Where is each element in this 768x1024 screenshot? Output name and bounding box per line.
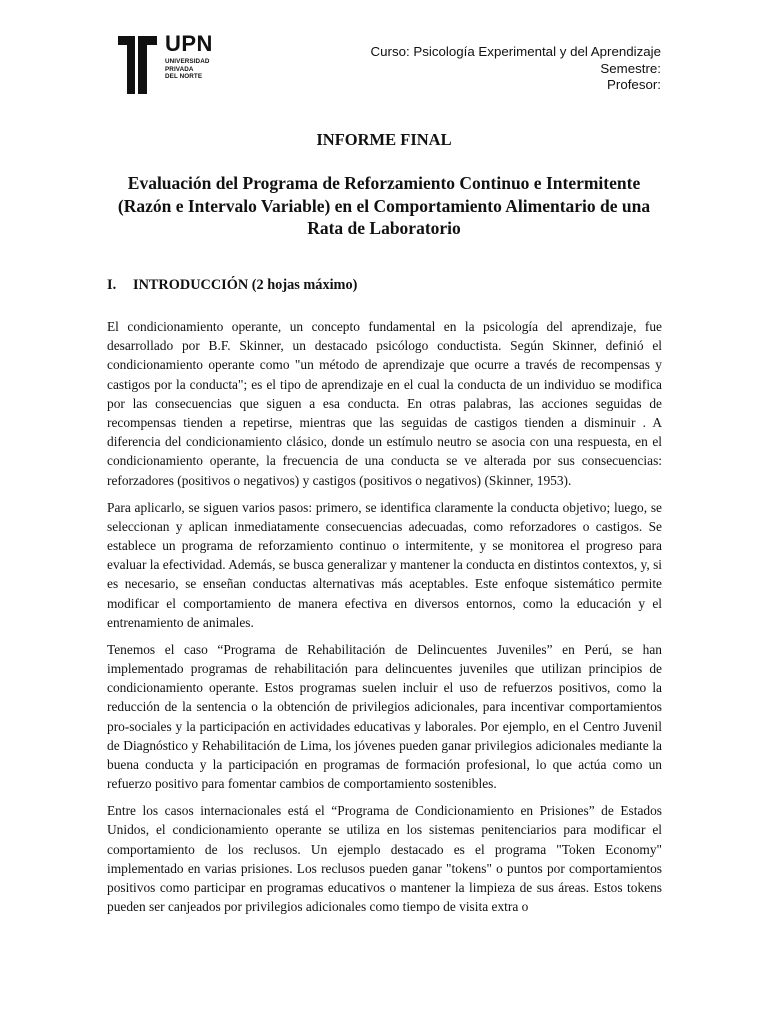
course-name: Curso: Psicología Experimental y del Aprendizaje — [370, 44, 661, 59]
section-number: I. — [107, 277, 117, 293]
paragraph: El condicionamiento operante, un concepto fundamental en la psicología del aprendizaje, fue desarrollado por B.F. Skinner, un destacado psicólogo conductista. Según Skinner, definió el condicionamiento operante como "un método de aprendizaje que ocurre a través de recompensas y castigos por la conducta"; es el tipo de aprendizaje en el cual la conducta de un individuo se modifica por las consecuencias que siguen a esa conducta. En otras palabras, las acciones seguidas de recompensas tienden a repetirse, mientras que las seguidas de castigos tienden a disminuir . A diferencia del condicionamiento clásico, donde un estímulo neutro se asocia con una respuesta, en el condicionamiento operante, la frecuencia de una conducta se ve alterada por sus consecuencias: reforzadores (positivos o negativos) y castigos (positivos o negativos) (Skinner, 1953). — [107, 319, 662, 488]
logo-brand: UPN — [165, 31, 213, 56]
course-info — [371, 44, 661, 94]
section-title: INTRODUCCIÓN (2 hojas máximo) — [133, 277, 358, 293]
semester-label: Semestre: — [600, 60, 661, 76]
upn-logo-mark-icon — [118, 33, 162, 95]
paragraph: Tenemos el caso “Programa de Rehabilitación de Delincuentes Juveniles” en Perú, se han implementado programas de rehabilitación para delincuentes juveniles que utilizan principios de condicionamiento operante. Estos programas suelen incluir el uso de refuerzos positivos, como la reducción de la sentencia o la obtención de privilegios adicionales, para incentivar comportamientos pro-sociales y la participación en actividades educativas y laborales. Por ejemplo, en el Centro Juvenil de Diagnóstico y Rehabilitación de Lima, los jóvenes pueden ganar privilegios adicionales mediante la buena conducta y la participación en programas de formación profesional, lo que actúa como un refuerzo positivo para fomentar cambios de comportamiento sostenibles. — [107, 641, 662, 792]
upn-logo — [118, 33, 218, 95]
professor-label: Profesor: — [607, 77, 661, 92]
paragraph: Para aplicarlo, se siguen varios pasos: primero, se identifica claramente la conducta objetivo; luego, se seleccionan y aplican inmediatamente consecuencias adecuadas, como reforzadores o castigos. Se establece un programa de reforzamiento continuo o intermitente, y se monitorea el progreso para evaluar la efectividad. Además, se busca generalizar y mantener la conducta en distintos contextos, y, si es necesario, se enseñan conductas alternativas más aceptables. Este enfoque sistemático permite modificar el comportamiento de manera efectiva en diversos entornos, como la educación y el entrenamiento de animales. — [107, 499, 663, 630]
document-title: Evaluación del Programa de Reforzamiento Continuo e Intermitente (Razón e Intervalo Variable) en el Comportamiento Alimentario de una Rata de Laboratorio — [117, 173, 651, 238]
section-heading — [107, 277, 357, 294]
logo-line-3: DEL NORTE — [165, 73, 203, 81]
report-title: INFORME FINAL — [316, 130, 452, 149]
logo-line-1: UNIVERSIDAD — [165, 58, 210, 65]
paragraph: Entre los casos internacionales está el “Programa de Condicionamiento en Prisiones” de Estados Unidos, el condicionamiento operante se utiliza en los sistemas penitenciarios para modificar el comportamiento de los reclusos. Un ejemplo destacado es el programa "Token Economy" implementado en varias prisiones. Los reclusos pueden ganar "tokens" o puntos por comportamientos positivos como participar en programas educativos o mantener la limpieza de sus áreas. Estos tokens pueden ser canjeados por privilegios adicionales como tiempo de visita extra o — [107, 803, 662, 915]
logo-line-2: PRIVADA — [165, 65, 194, 73]
logo-wordmark — [165, 33, 213, 81]
body-text — [107, 317, 662, 924]
